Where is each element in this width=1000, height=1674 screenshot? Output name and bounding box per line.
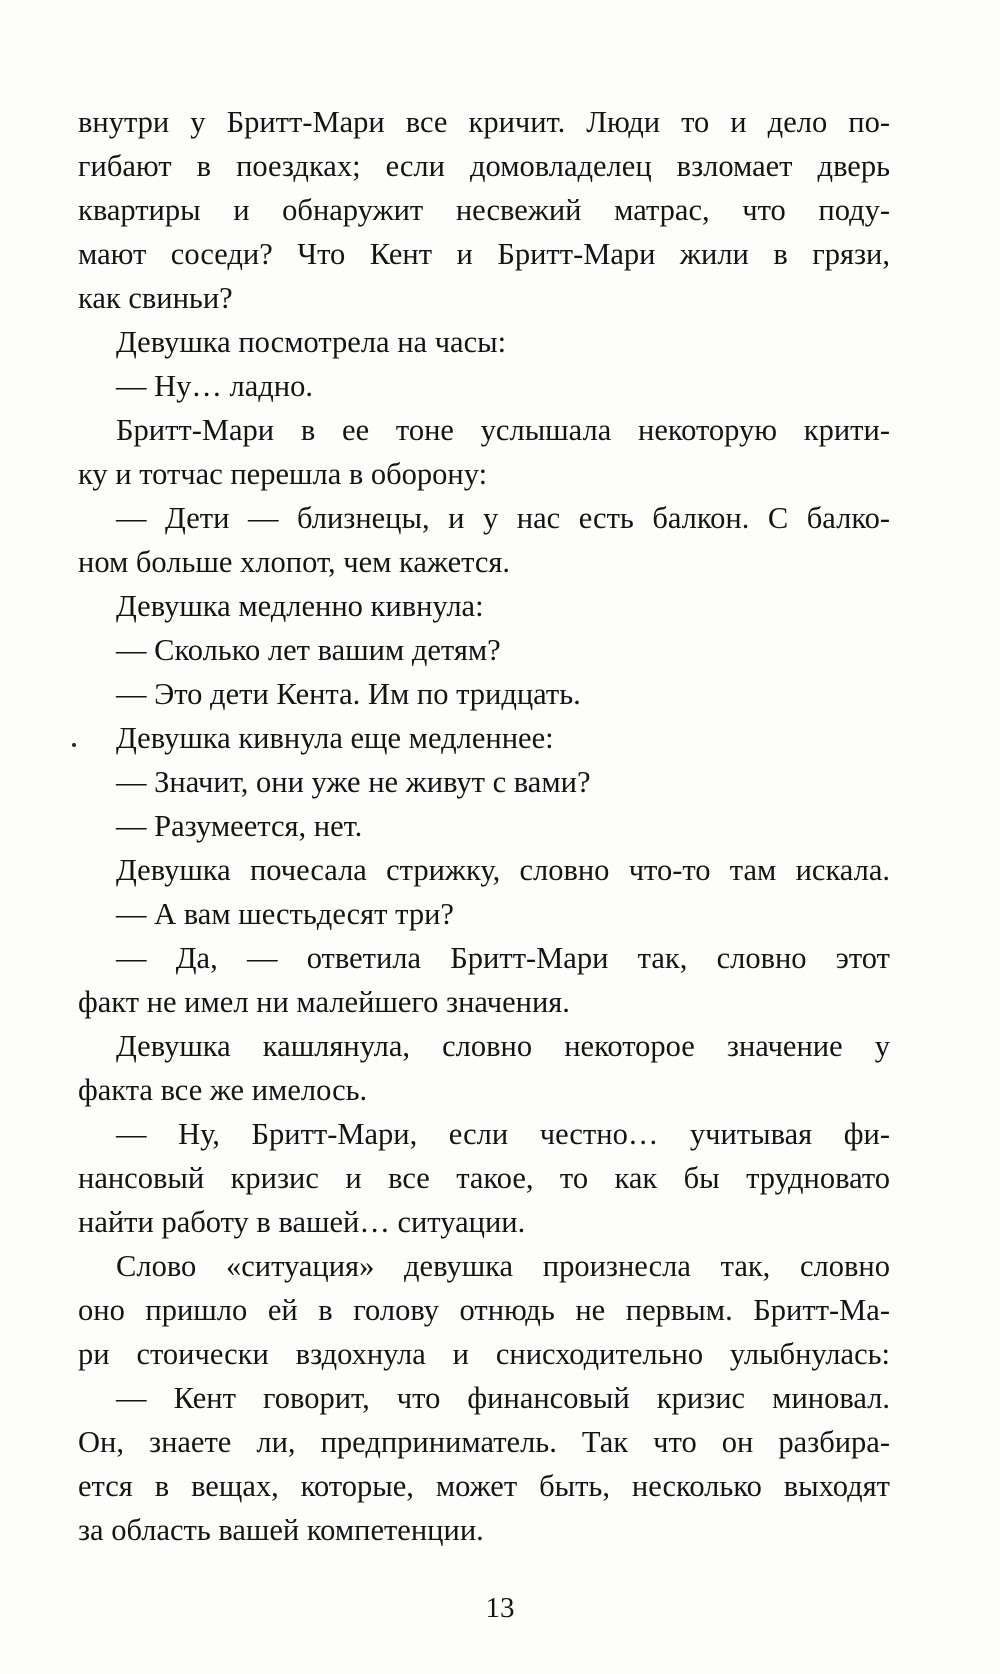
text-line: — А вам шестьдесят три?	[116, 897, 454, 931]
text-line: ри стоически вздохнула и снисходительно улыбнулась:	[78, 1337, 890, 1371]
body-text	[78, 100, 890, 1552]
text-line: ется в вещах, которые, может быть, несколько выходят	[78, 1469, 890, 1503]
text-line: ном больше хлопот, чем кажется.	[78, 545, 511, 579]
text-line: гибают в поездках; если домовладелец взломает дверь	[78, 149, 890, 183]
text-line: мают соседи? Что Кент и Бритт-Мари жили в грязи,	[78, 237, 890, 271]
text-line: факт не имел ни малейшего значения.	[78, 985, 570, 1019]
text-line: Девушка кашлянула, словно некоторое значение у	[116, 1029, 890, 1063]
text-line: — Да, — ответила Бритт-Мари так, словно этот	[116, 941, 890, 975]
print-speck	[72, 743, 76, 747]
text-line: — Разумеется, нет.	[116, 809, 363, 843]
text-line: внутри у Бритт-Мари все кричит. Люди то и дело по-	[78, 105, 890, 139]
text-line: найти работу в вашей… ситуации.	[78, 1205, 526, 1239]
text-line: квартиры и обнаружит несвежий матрас, что поду-	[78, 193, 890, 227]
text-line: — Сколько лет вашим детям?	[116, 633, 501, 667]
text-line: Бритт-Мари в ее тоне услышала некоторую крити-	[116, 413, 890, 447]
page-number: 13	[485, 1592, 515, 1624]
text-line: — Ну, Бритт-Мари, если честно… учитывая фи-	[116, 1117, 890, 1151]
text-line: Слово «ситуация» девушка произнесла так, словно	[116, 1249, 890, 1283]
text-line: за область вашей компетенции.	[78, 1513, 484, 1547]
text-line: факта все же имелось.	[78, 1073, 368, 1107]
text-line: Девушка почесала стрижку, словно что-то там искала.	[116, 853, 890, 887]
text-line: — Дети — близнецы, и у нас есть балкон. С балко-	[116, 501, 890, 535]
text-line: оно пришло ей в голову отнюдь не первым. Бритт-Ма-	[78, 1293, 890, 1327]
text-line: Девушка медленно кивнула:	[116, 589, 484, 623]
text-line: — Кент говорит, что финансовый кризис миновал.	[116, 1381, 890, 1415]
text-line: ку и тотчас перешла в оборону:	[78, 457, 488, 491]
text-line: нансовый кризис и все такое, то как бы трудновато	[78, 1161, 890, 1195]
text-line: Девушка посмотрела на часы:	[116, 325, 507, 359]
text-line: как свиньи?	[78, 281, 233, 315]
text-line: — Ну… ладно.	[116, 369, 313, 403]
text-line: Он, знаете ли, предприниматель. Так что он разбира-	[78, 1425, 890, 1459]
text-line: — Это дети Кента. Им по тридцать.	[116, 677, 581, 711]
text-line: — Значит, они уже не живут с вами?	[116, 765, 591, 799]
text-line: Девушка кивнула еще медленнее:	[116, 721, 554, 755]
